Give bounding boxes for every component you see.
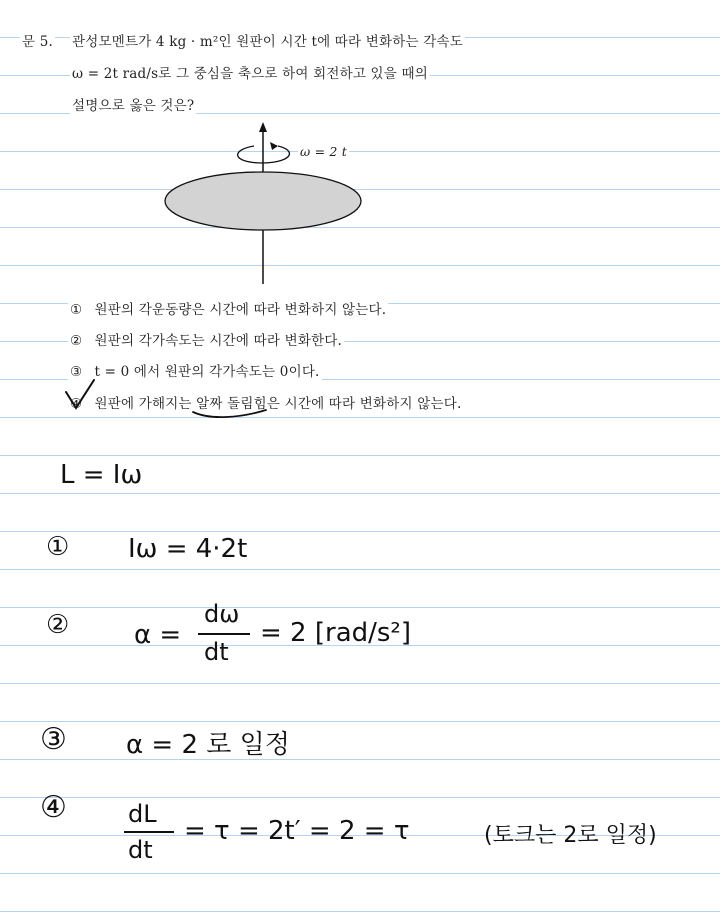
disk bbox=[165, 172, 361, 230]
step-4-fraction-bar bbox=[124, 831, 174, 833]
option-number: ④ bbox=[70, 396, 83, 412]
rotation-arrowhead bbox=[270, 142, 278, 150]
step-3-number: ③ bbox=[40, 722, 67, 757]
step-1-equation: Iω = 4·2t bbox=[128, 534, 248, 564]
step-2-frac-bottom: dt bbox=[204, 638, 229, 666]
omega-label: ω = 2 t bbox=[300, 144, 347, 159]
question-number: 문 5. bbox=[20, 30, 55, 50]
step-2-lhs: α = bbox=[134, 620, 182, 650]
step-1-number: ① bbox=[46, 532, 70, 562]
exam-question bbox=[0, 0, 720, 440]
step-2-number: ② bbox=[46, 610, 70, 640]
axis-arrowhead bbox=[259, 122, 267, 132]
step-2-frac-top: dω bbox=[204, 600, 240, 628]
question-stem-line2: ω = 2t rad/s로 그 중심을 축으로 하여 회전하고 있을 때의 bbox=[70, 62, 430, 82]
step-2-rhs: = 2 [rad/s²] bbox=[260, 618, 411, 648]
option-text: 원판의 각운동량은 시간에 따라 변화하지 않는다. bbox=[94, 302, 387, 318]
option-text: t = 0 에서 원판의 각가속도는 0이다. bbox=[94, 364, 320, 380]
angular-momentum-formula: L = Iω bbox=[60, 460, 143, 490]
option-1 bbox=[68, 298, 388, 318]
option-number: ③ bbox=[70, 364, 83, 380]
step-4-note: (토크는 2로 일정) bbox=[484, 823, 657, 848]
option-text: 원판에 가해지는 알짜 돌림힘은 시간에 따라 변화하지 않는다. bbox=[94, 396, 462, 412]
step-4-frac-top: dL bbox=[128, 800, 157, 828]
option-number: ① bbox=[70, 302, 83, 318]
handwritten-solution bbox=[0, 440, 720, 917]
option-text: 원판의 각가속도는 시간에 따라 변화한다. bbox=[94, 333, 343, 349]
rotating-disk-figure bbox=[150, 118, 390, 290]
option-3 bbox=[68, 360, 322, 380]
step-2-fraction-bar bbox=[198, 633, 250, 635]
step-4-frac-bottom: dt bbox=[128, 836, 153, 864]
option-number: ② bbox=[70, 333, 83, 349]
option-2 bbox=[68, 329, 344, 349]
step-4-number: ④ bbox=[40, 790, 67, 825]
rotating-disk-diagram bbox=[150, 118, 390, 290]
question-stem-line3: 설명으로 옳은 것은? bbox=[70, 94, 196, 114]
question-stem-line1: 관성모멘트가 4 kg · m²인 원판이 시간 t에 따라 변화하는 각속도 bbox=[70, 30, 465, 50]
option-4 bbox=[68, 392, 463, 412]
step-3-equation: α = 2 로 일정 bbox=[126, 730, 290, 760]
step-4-rhs: = τ = 2t′ = 2 = τ bbox=[184, 816, 410, 846]
